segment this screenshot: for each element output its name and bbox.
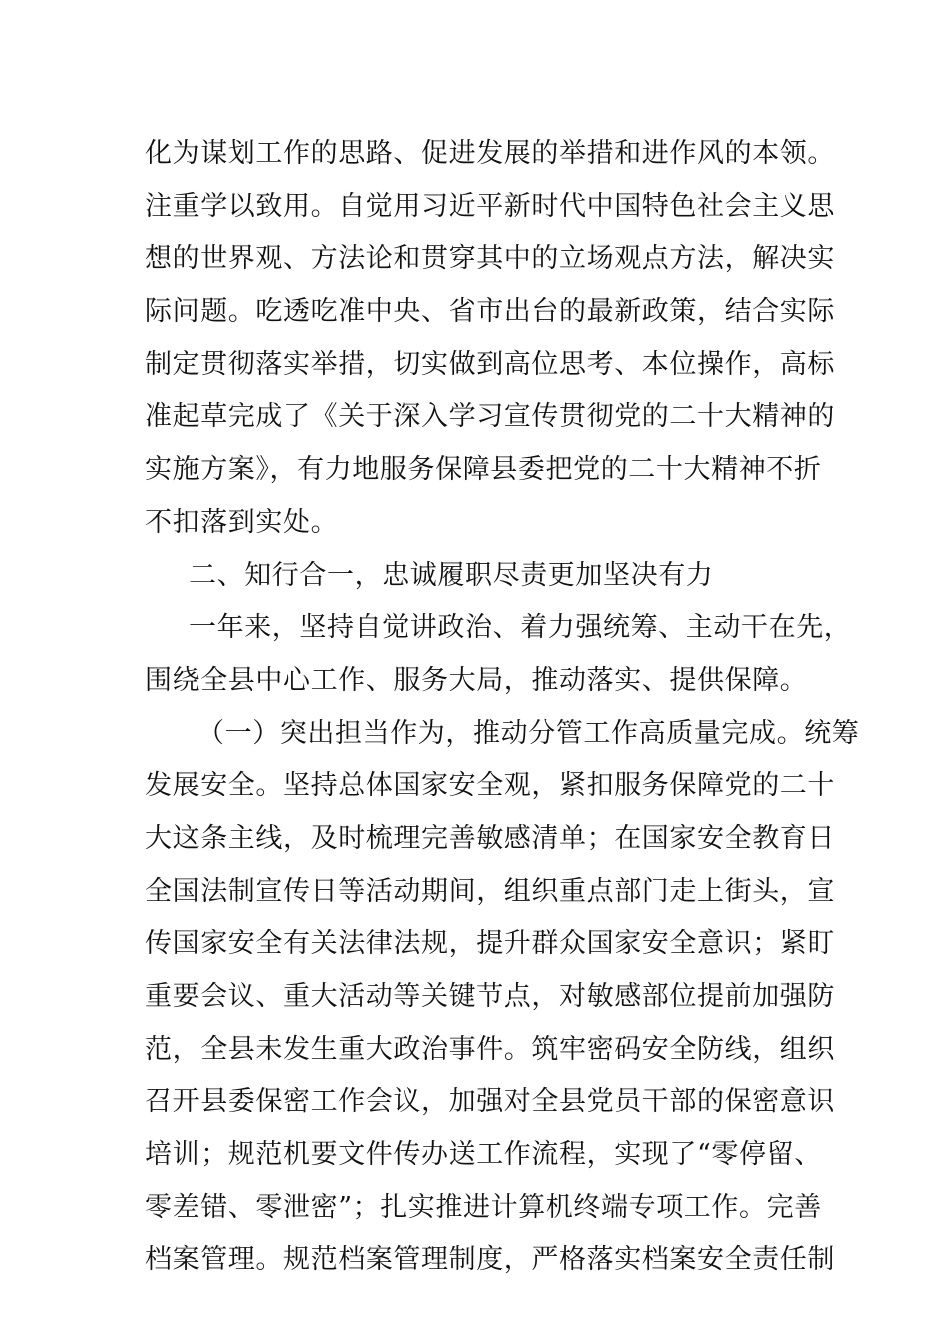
- text-line: 大这条主线，及时梳理完善敏感清单；在国家安全教育日: [145, 822, 835, 854]
- section-heading: 二、知行合一，忠诚履职尽责更加坚决有力: [189, 559, 714, 591]
- text-line: 全国法制宣传日等活动期间，组织重点部门走上街头，宣: [145, 875, 835, 907]
- paragraph-start: 一年来，坚持自觉讲政治、着力强统筹、主动干在先，: [189, 612, 852, 644]
- text-line: 化为谋划工作的思路、促进发展的举措和进作风的本领。: [145, 138, 835, 169]
- text-line: 召开县委保密工作会议，加强对全县党员干部的保密意识: [145, 1086, 835, 1118]
- text-line: 档案管理。规范档案管理制度，严格落实档案安全责任制: [145, 1244, 835, 1276]
- text-line: 发展安全。坚持总体国家安全观，紧扣服务保障党的二十: [145, 770, 835, 802]
- text-line: 围绕全县中心工作、服务大局，推动落实、提供保障。: [145, 664, 808, 696]
- text-line: 际问题。吃透吃准中央、省市出台的最新政策，结合实际: [145, 296, 835, 328]
- text-line: 零差错、零泄密”；扎实推进计算机终端专项工作。完善: [145, 1191, 822, 1223]
- text-line: 培训；规范机要文件传办送工作流程，实现了“零停留、: [145, 1139, 822, 1171]
- text-line: 准起草完成了《关于深入学习宣传贯彻党的二十大精神的: [145, 401, 835, 433]
- text-line: 重要会议、重大活动等关键节点，对敏感部位提前加强防: [145, 981, 835, 1012]
- text-line: 制定贯彻落实举措，切实做到高位思考、本位操作，高标: [145, 348, 835, 380]
- text-line: 想的世界观、方法论和贯穿其中的立场观点方法，解决实: [145, 243, 835, 275]
- text-line: 范，全县未发生重大政治事件。筑牢密码安全防线，组织: [145, 1033, 835, 1065]
- text-line: 传国家安全有关法律法规，提升群众国家安全意识；紧盯: [145, 928, 835, 960]
- text-line: 不扣落到实处。: [145, 506, 339, 538]
- text-line: 注重学以致用。自觉用习近平新时代中国特色社会主义思: [145, 190, 835, 222]
- body-text: [145, 128, 860, 1287]
- text-line: 实施方案》，有力地服务保障县委把党的二十大精神不折: [145, 454, 822, 486]
- subsection-start: （一）突出担当作为，推动分管工作高质量完成。统筹: [197, 717, 860, 749]
